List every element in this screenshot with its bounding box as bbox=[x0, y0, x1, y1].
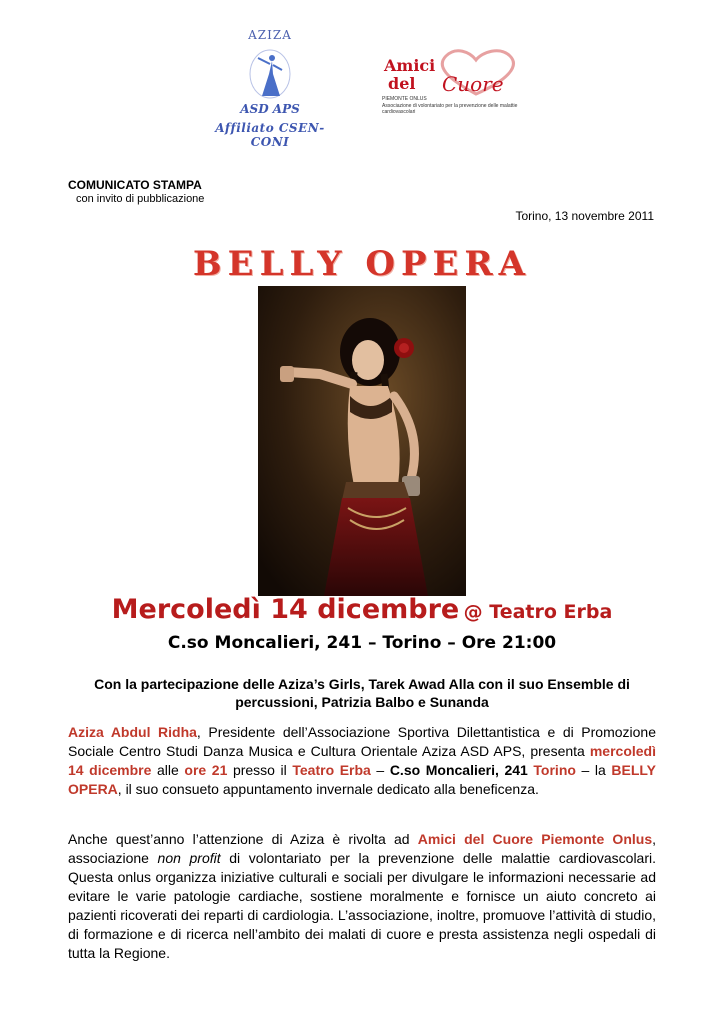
amici-del-cuore-logo bbox=[378, 44, 528, 124]
paragraph-presentation bbox=[68, 723, 656, 799]
inline-theatre: Teatro Erba bbox=[292, 762, 371, 778]
event-headline bbox=[0, 594, 724, 625]
inline-hour: ore 21 bbox=[184, 762, 228, 778]
event-address: C.so Moncalieri, 241 – Torino – Ore 21:00 bbox=[167, 633, 557, 653]
event-venue: @ Teatro Erba bbox=[463, 601, 613, 623]
text: – bbox=[370, 762, 390, 778]
paragraph-charity bbox=[68, 830, 656, 963]
amici-word: Amici bbox=[384, 56, 436, 75]
text: di volontariato per la prevenzione delle malattie cardiovascolari. Questa onlus organizza iniziative culturali e sociali per divulgare le informazioni necessarie ad evitare le varie patologie cardiache, sostiene moralmente e fornisce un aiuto concreto ai pazienti ricoverati dei reparti di cardiologia. L’associazione, inoltre, promuove l’attività di studio, di formazione e di ricerca nell’ambito dei malati di cuore e presta assistenza negli ospedali di tutta la Regione. bbox=[68, 850, 657, 961]
inline-show: BELLY OPERA bbox=[68, 762, 656, 797]
non-profit-term: non profit bbox=[157, 850, 221, 866]
amici-description: Associazione di volontariato per la prevenzione delle malattie cardiovascolari bbox=[382, 103, 518, 115]
inline-street: C.so Moncalieri, 241 bbox=[389, 762, 528, 778]
text: , Presidente dell’Associazione Sportiva Dilettantistica e di Promozione Sociale Centro Studi Danza Musica e Cultura Orientale Aziza ASD APS, presenta bbox=[68, 724, 656, 759]
presenter-name: Aziza Abdul Ridha bbox=[68, 724, 197, 740]
del-word: del bbox=[388, 74, 416, 93]
event-guests: Con la partecipazione delle Aziza’s Girls, Tarek Awad Alla con il suo Ensemble di percussioni, Patrizia Balbo e Sunanda bbox=[94, 676, 630, 710]
press-release-subtitle: con invito di pubblicazione bbox=[76, 193, 205, 205]
aziza-asd-aps: ASD APS bbox=[240, 102, 300, 116]
text: alle bbox=[151, 762, 185, 778]
amici-subtitle: PIEMONTE ONLUS bbox=[382, 96, 427, 102]
dancer-silhouette-icon bbox=[242, 46, 298, 102]
aziza-affiliation: Affiliato CSEN-CONI bbox=[215, 121, 325, 149]
press-release-title: COMUNICATO STAMPA bbox=[68, 178, 202, 192]
text: – la bbox=[575, 762, 612, 778]
aziza-logo bbox=[200, 22, 340, 149]
inline-city: Torino bbox=[533, 762, 576, 778]
text: , associazione bbox=[68, 831, 656, 866]
charity-name: Amici del Cuore Piemonte Onlus bbox=[417, 831, 653, 847]
dateline: Torino, 13 novembre 2011 bbox=[515, 209, 654, 223]
event-date: Mercoledì 14 dicembre bbox=[111, 594, 460, 625]
text: , il suo consueto appuntamento invernale dedicato alla beneficenza. bbox=[117, 781, 539, 797]
cuore-word: Cuore bbox=[442, 72, 504, 96]
event-title: BELLY OPERA bbox=[192, 244, 532, 284]
text: Anche quest’anno l’attenzione di Aziza è rivolta ad bbox=[68, 831, 418, 847]
aziza-brand-text: AZIZA bbox=[248, 28, 292, 42]
dancer-photo bbox=[258, 286, 466, 596]
inline-date: mercoledì 14 dicembre bbox=[68, 743, 656, 778]
text: presso il bbox=[227, 762, 293, 778]
